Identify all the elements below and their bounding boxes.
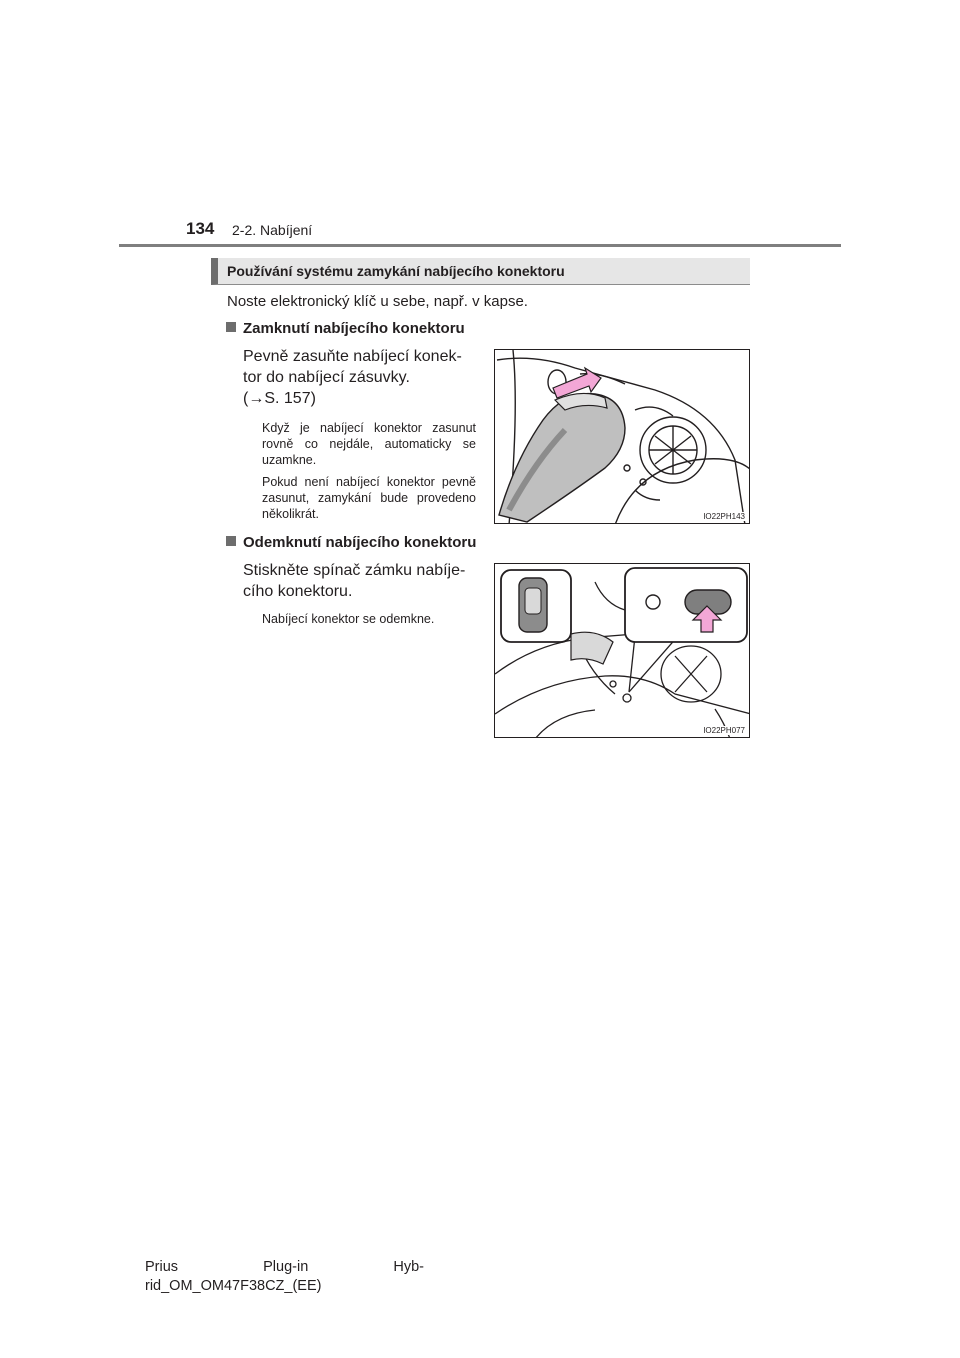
unlock-heading <box>226 534 476 551</box>
figure-code: IO22PH143 <box>703 512 745 521</box>
connector-insert-drawing <box>495 350 750 524</box>
lock-note-2: Pokud není nabíjecí konektor pevně zasunut, zamykání bude provedeno několikrát. <box>262 475 476 521</box>
square-bullet-icon <box>226 322 236 332</box>
lock-switch-drawing <box>495 564 750 738</box>
footer-variant: Plug-in <box>263 1259 309 1275</box>
unlock-note-1: Nabíjecí konektor se odemkne. <box>262 612 435 626</box>
lock-instruction-line-1: Pevně zasuňte nabíjecí konek- <box>243 348 462 365</box>
lock-heading-label: Zamknutí nabíjecího konektoru <box>243 320 465 337</box>
lock-heading <box>226 320 465 337</box>
square-bullet-icon <box>226 536 236 546</box>
unlock-instruction-line-1: Stiskněte spínač zámku nabíje- <box>243 562 466 579</box>
page-number: 134 <box>186 219 215 238</box>
footer-hybrid: Hyb- <box>393 1259 424 1275</box>
footer-model: Prius <box>145 1259 179 1275</box>
section-banner <box>211 258 750 285</box>
figure-code: IO22PH077 <box>703 726 745 735</box>
lock-instruction-line-2: tor do nabíjecí zásuvky. <box>243 369 410 386</box>
lock-note-1: Když je nabíjecí konektor zasunut rovně co nejdále, automaticky se uzamkne. <box>262 421 476 467</box>
footer-document-code: rid_OM_OM47F38CZ_(EE) <box>145 1278 322 1294</box>
unlock-illustration <box>494 563 750 738</box>
unlock-heading-label: Odemknutí nabíjecího konektoru <box>243 534 477 551</box>
lock-instruction-line-3: (→S. 157) <box>243 390 316 407</box>
section-breadcrumb: 2-2. Nabíjení <box>232 222 313 238</box>
header-divider <box>119 244 841 247</box>
lock-illustration <box>494 349 750 524</box>
footer <box>145 1258 424 1296</box>
intro-text: Noste elektronický klíč u sebe, např. v kapse. <box>227 293 528 310</box>
section-banner-title: Používání systému zamykání nabíjecího konektoru <box>227 263 565 279</box>
unlock-instruction-line-2: cího konektoru. <box>243 583 353 600</box>
